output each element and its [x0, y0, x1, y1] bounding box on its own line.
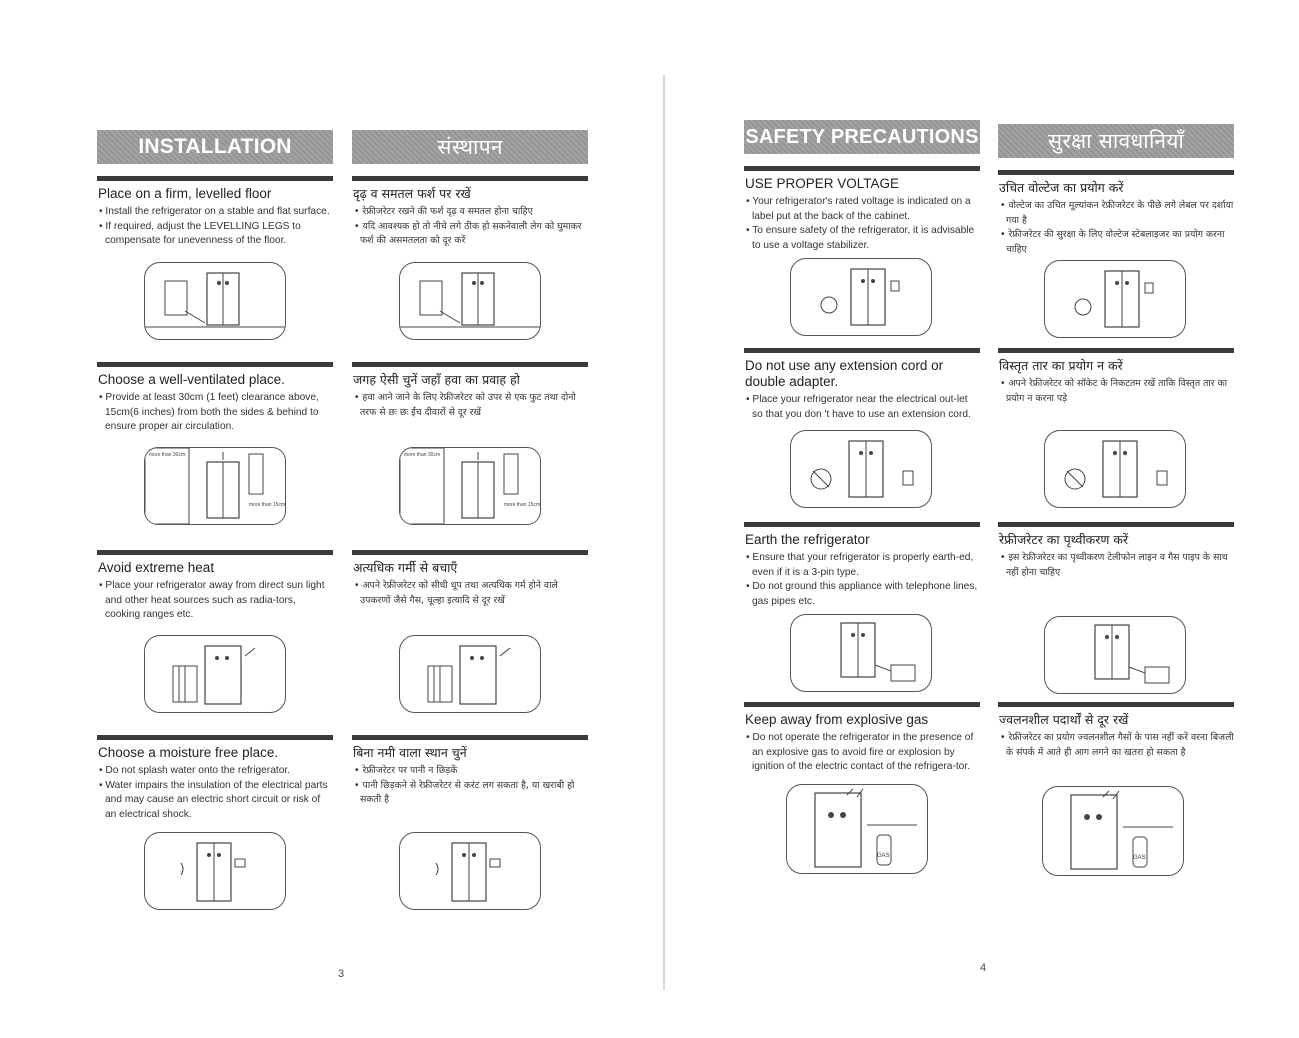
bullet: • अपने रेफ्रीजरेटर को सॉकेट के निकटतम रखें ताकि विस्तृत तार का प्रयोग न करना पड़े [998, 377, 1234, 406]
section-divider [97, 176, 333, 181]
bullet: • रेफ्रीजरेटर रखने की फर्श दृढ़ व समतल होना चाहिए [352, 205, 588, 220]
section-extreme-heat [97, 550, 333, 623]
voltage-illustration [1044, 260, 1186, 338]
hindi-safety-header: सुरक्षा सावधानियाँ [998, 124, 1234, 158]
heat-source-illustration [399, 635, 541, 713]
bullet: • Install the refrigerator on a stable and flat surface. [97, 205, 333, 220]
gas-cylinder-illustration [1042, 786, 1184, 876]
bullet: • Your refrigerator's rated voltage is indicated on a label put at the back of the cabinet. [744, 195, 980, 224]
section-divider [97, 550, 333, 555]
hindi-installation-column [352, 130, 588, 805]
hindi-section-explosive-gas [998, 702, 1234, 760]
clearance-illustration [399, 447, 541, 525]
bullet: • पानी छिड़कने से रेफ्रीजरेटर से करंट लग सकता है, या खराबी हो सकती है [352, 779, 588, 808]
section-title: Place on a firm, levelled floor [98, 186, 272, 201]
section-title: उचित वोल्टेज का प्रयोग करें [999, 180, 1124, 195]
voltage-illustration [790, 258, 932, 336]
clearance-side-label: more than 15cm [504, 502, 540, 508]
bullet: • Do not splash water onto the refrigerator. [97, 764, 333, 779]
hindi-section-levelled-floor [352, 176, 588, 249]
bullet: • To ensure safety of the refrigerator, it is advisable to use a voltage stabilizer. [744, 224, 980, 253]
bullet: • Place your refrigerator away from direct sun light and other heat sources such as radia-tors, cooking ranges etc. [97, 579, 333, 623]
bullet: • Place your refrigerator near the electrical out-let so that you don 't have to use an extension cord. [744, 393, 980, 422]
clearance-top-label: more than 30cm [404, 452, 441, 458]
water-splash-illustration [399, 832, 541, 910]
section-title: जगह ऐसी चुनें जहाँ हवा का प्रवाह हो [353, 372, 520, 387]
section-divider [744, 166, 980, 171]
section-title: दृढ़ व समतल फर्श पर रखें [353, 186, 471, 201]
section-title: Earth the refrigerator [745, 532, 870, 547]
bullet: • Ensure that your refrigerator is properly earth-ed, even if it is a 3-pin type. [744, 551, 980, 580]
section-title: बिना नमी वाला स्थान चुनें [353, 745, 467, 760]
section-divider [744, 348, 980, 353]
bullet: • Water impairs the insulation of the electrical parts and may cause an electric short circuit or risk of an electrical shock. [97, 779, 333, 823]
section-divider [744, 522, 980, 527]
hindi-section-extreme-heat [352, 550, 588, 608]
hindi-section-earth [998, 522, 1234, 580]
installation-column [97, 130, 333, 820]
water-splash-illustration [144, 832, 286, 910]
bullet: • Do not operate the refrigerator in the presence of an explosive gas to avoid fire or explosion by ignition of the electric contact of the refrigera-tor. [744, 731, 980, 775]
page-number: 3 [338, 968, 345, 980]
section-explosive-gas [744, 702, 980, 775]
bullet: • अपने रेफ्रीजरेटर को सीधी धूप तथा अत्यधिक गर्म होने वाले उपकरणों जैसे गैस, चूल्हा इत्यादि से दूर रखें [352, 579, 588, 608]
section-divider [998, 522, 1234, 527]
earthing-illustration [790, 614, 932, 692]
levelling-legs-illustration [399, 262, 541, 340]
section-divider [352, 735, 588, 740]
section-divider [352, 362, 588, 367]
bullet: • हवा आने जाने के लिए रेफ्रीजरेटर को उपर से एक फुट तथा दोनो तरफ से छः छः ईंच दीवारों से दूर रखें [352, 391, 588, 420]
bullet: • रेफ्रीजरेटर की सुरक्षा के लिए वोल्टेज स्टेबलाइजर का प्रयोग करना चाहिए [998, 228, 1234, 257]
hindi-section-voltage [998, 170, 1234, 257]
section-divider [352, 550, 588, 555]
hindi-section-ventilated [352, 362, 588, 420]
section-title: USE PROPER VOLTAGE [745, 176, 900, 191]
gas-cylinder-illustration [786, 784, 928, 874]
bullet: • यदि आवश्यक हो तो नीचे लगे ठीक हो सकनेवाली लेग को घुमाकर फर्श की असमतलता को दूर करें [352, 220, 588, 249]
section-title: Keep away from explosive gas [745, 712, 929, 727]
section-title: Do not use any extension cord or double adapter. [745, 358, 944, 389]
section-divider [744, 702, 980, 707]
page-4 [666, 0, 1299, 1038]
section-divider [97, 735, 333, 740]
gas-label: GAS [1133, 855, 1146, 861]
section-title: ज्वलनशील पदार्थों से दूर रखें [999, 712, 1129, 727]
section-divider [352, 176, 588, 181]
bullet: • वोल्टेज का उचित मूल्यांकन रेफ्रीजरेटर के पीछे लगे लेबल पर दर्शाया गया है [998, 199, 1234, 228]
section-voltage [744, 166, 980, 253]
section-moisture [97, 735, 333, 822]
gas-label: GAS [877, 853, 890, 859]
bullet: • रेफ्रीजरेटर पर पानी न छिड़कें [352, 764, 588, 779]
section-divider [998, 348, 1234, 353]
clearance-illustration [144, 447, 286, 525]
hindi-safety-column [998, 124, 1234, 861]
hindi-section-extension-cord [998, 348, 1234, 406]
section-divider [998, 170, 1234, 175]
bullet: • रेफ्रीजरेटर का प्रयोग ज्वलनशील गैसों के पास नहीं करें वरना बिजली के संपर्क में आते ही आग लगने का खतरा हो सकता है [998, 731, 1234, 760]
section-title: Avoid extreme heat [98, 560, 215, 575]
clearance-side-label: more than 15cm [249, 502, 285, 508]
earthing-illustration [1044, 616, 1186, 694]
extension-cord-illustration [1044, 430, 1186, 508]
bullet: • If required, adjust the LEVELLING LEGS to compensate for unevenness of the floor. [97, 220, 333, 249]
section-title: रेफ्रीजरेटर का पृथ्वीकरण करें [999, 532, 1129, 547]
extension-cord-illustration [790, 430, 932, 508]
safety-header: SAFETY PRECAUTIONS [744, 120, 980, 154]
section-divider [97, 362, 333, 367]
page-number: 4 [980, 962, 987, 974]
bullet: • Provide at least 30cm (1 feet) clearance above, 15cm(6 inches) from both the sides & behind to ensure proper air circulation. [97, 391, 333, 435]
section-extension-cord [744, 348, 980, 422]
section-title: Choose a well-ventilated place. [98, 372, 285, 387]
levelling-legs-illustration [144, 262, 286, 340]
section-levelled-floor [97, 176, 333, 249]
safety-column [744, 120, 980, 859]
section-title: विस्तृत तार का प्रयोग न करें [999, 358, 1123, 373]
bullet: • Do not ground this appliance with telephone lines, gas pipes etc. [744, 580, 980, 609]
bullet: • इस रेफ्रीजरेटर का पृथ्वीकरण टेलीफोन लाइन व गैस पाइप के साथ नहीं होना चाहिए [998, 551, 1234, 580]
section-earth [744, 522, 980, 609]
hindi-installation-header: संस्थापन [352, 130, 588, 164]
installation-header: INSTALLATION [97, 130, 333, 164]
section-title: Choose a moisture free place. [98, 745, 279, 760]
section-divider [998, 702, 1234, 707]
heat-source-illustration [144, 635, 286, 713]
hindi-section-moisture [352, 735, 588, 808]
section-title: अत्यधिक गर्मी से बचाएँ [353, 560, 458, 575]
section-ventilated [97, 362, 333, 435]
clearance-top-label: more than 30cm [149, 452, 186, 458]
